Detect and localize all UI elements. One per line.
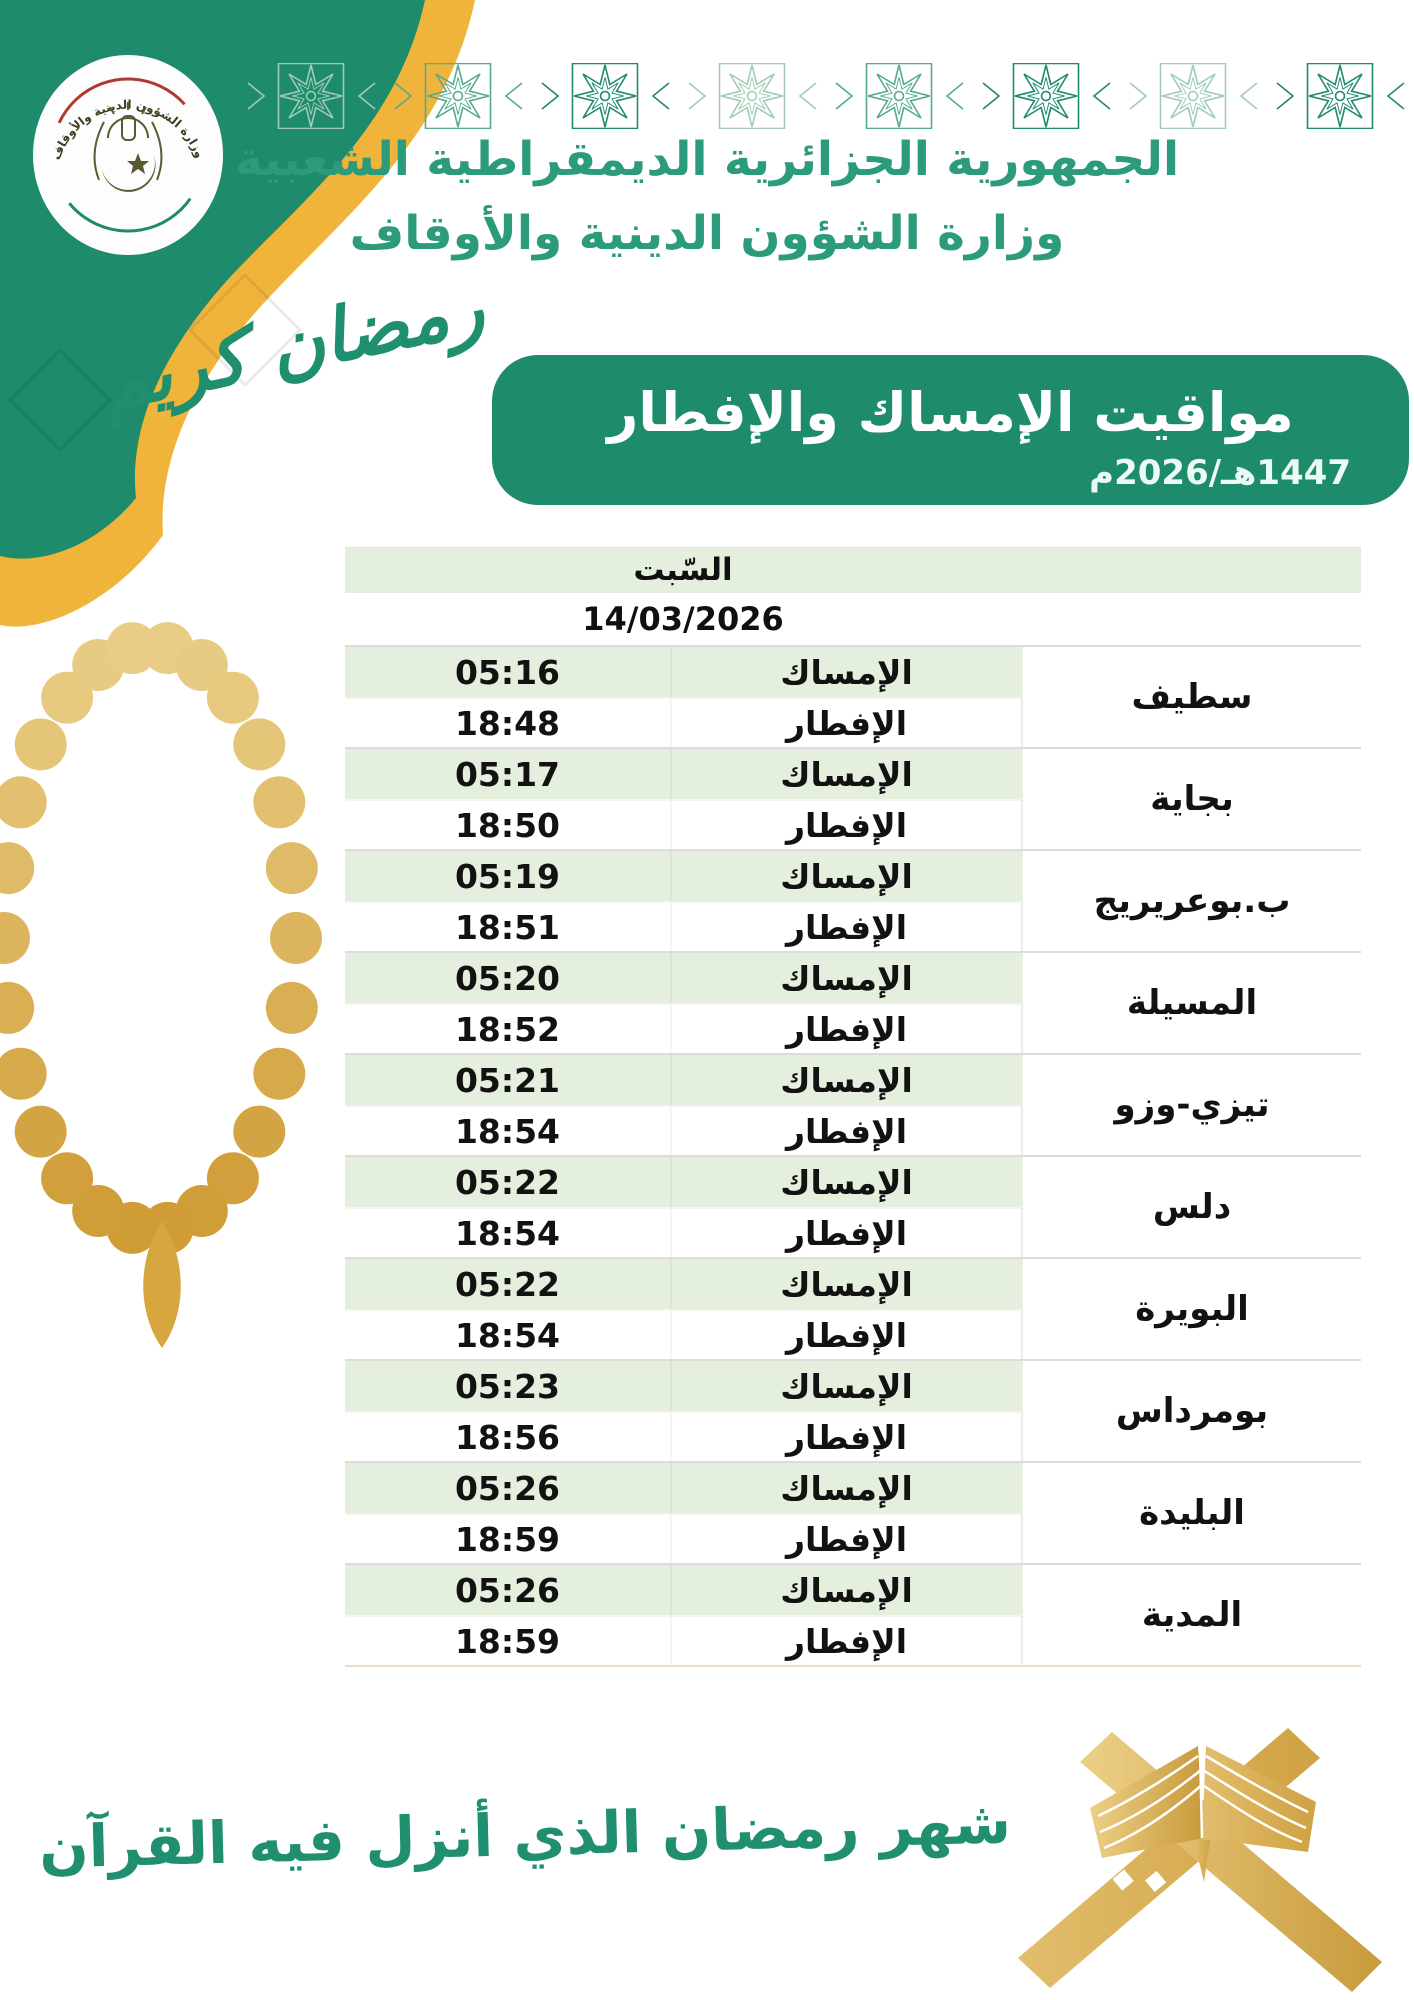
iftar-time: 18:59 bbox=[345, 1513, 672, 1563]
prayer-table bbox=[345, 547, 1361, 1667]
ramadan-kareem-calligraphy: رمضان كريم bbox=[93, 263, 491, 428]
page-title: الجمهورية الجزائرية الديمقراطية الشعبية bbox=[234, 132, 1180, 187]
iftar-label: الإفطار bbox=[672, 901, 1021, 951]
imsak-label: الإمساك bbox=[672, 1259, 1021, 1309]
imsak-time: 05:22 bbox=[345, 1259, 672, 1309]
city-name: تيزي-وزو bbox=[1021, 1055, 1361, 1155]
imsak-label: الإمساك bbox=[672, 749, 1021, 799]
imsak-time: 05:21 bbox=[345, 1055, 672, 1105]
imsak-time: 05:22 bbox=[345, 1157, 672, 1207]
imsak-time: 05:26 bbox=[345, 1463, 672, 1513]
iftar-time: 18:50 bbox=[345, 799, 672, 849]
city-name: سطيف bbox=[1021, 647, 1361, 747]
date-value: 14/03/2026 bbox=[582, 600, 784, 638]
times-banner bbox=[492, 355, 1409, 505]
imsak-time: 05:19 bbox=[345, 851, 672, 901]
imsak-label: الإمساك bbox=[672, 647, 1021, 697]
table-row-bouira bbox=[345, 1257, 1361, 1359]
quran-verse-calligraphy: شهر رمضان الذي أنزل فيه القرآن bbox=[38, 1788, 1012, 1882]
city-name: المسيلة bbox=[1021, 953, 1361, 1053]
imsak-time: 05:17 bbox=[345, 749, 672, 799]
iftar-time: 18:51 bbox=[345, 901, 672, 951]
imsak-time: 05:20 bbox=[345, 953, 672, 1003]
table-row-boumerdes bbox=[345, 1359, 1361, 1461]
imsak-time: 05:16 bbox=[345, 647, 672, 697]
logo-arc-text: وزارة الشؤون الدينية والأوقاف bbox=[48, 97, 207, 162]
geometric-border bbox=[238, 62, 1414, 130]
iftar-label: الإفطار bbox=[672, 799, 1021, 849]
imsak-label: الإمساك bbox=[672, 1055, 1021, 1105]
iftar-label: الإفطار bbox=[672, 1207, 1021, 1257]
date-header bbox=[345, 593, 1361, 645]
imsak-label: الإمساك bbox=[672, 953, 1021, 1003]
city-name: بجاية bbox=[1021, 749, 1361, 849]
imsak-label: الإمساك bbox=[672, 1565, 1021, 1615]
imsak-label: الإمساك bbox=[672, 1157, 1021, 1207]
table-row-medea bbox=[345, 1563, 1361, 1665]
imsak-time: 05:23 bbox=[345, 1361, 672, 1411]
table-row-bejaia bbox=[345, 747, 1361, 849]
table-row-bba bbox=[345, 849, 1361, 951]
iftar-label: الإفطار bbox=[672, 697, 1021, 747]
table-row-blida bbox=[345, 1461, 1361, 1563]
bead-loop bbox=[0, 622, 322, 1254]
table-row-dellys bbox=[345, 1155, 1361, 1257]
day-header bbox=[345, 547, 1361, 593]
iftar-time: 18:52 bbox=[345, 1003, 672, 1053]
iftar-label: الإفطار bbox=[672, 1513, 1021, 1563]
imsak-label: الإمساك bbox=[672, 851, 1021, 901]
ministry-title: وزارة الشؤون الدينية والأوقاف bbox=[349, 206, 1065, 261]
iftar-time: 18:59 bbox=[345, 1615, 672, 1665]
iftar-time: 18:56 bbox=[345, 1411, 672, 1461]
table-row-setif bbox=[345, 645, 1361, 747]
city-name: دلس bbox=[1021, 1157, 1361, 1257]
city-name: البويرة bbox=[1021, 1259, 1361, 1359]
table-row-msila bbox=[345, 951, 1361, 1053]
iftar-time: 18:54 bbox=[345, 1207, 672, 1257]
city-name: البليدة bbox=[1021, 1463, 1361, 1563]
iftar-label: الإفطار bbox=[672, 1105, 1021, 1155]
iftar-label: الإفطار bbox=[672, 1411, 1021, 1461]
day-name: السّبت bbox=[633, 552, 733, 588]
iftar-time: 18:48 bbox=[345, 697, 672, 747]
banner-year: 1447هـ/2026م bbox=[1089, 453, 1351, 493]
prayer-beads-graphic bbox=[0, 518, 328, 1368]
imsak-label: الإمساك bbox=[672, 1463, 1021, 1513]
iftar-time: 18:54 bbox=[345, 1309, 672, 1359]
imsak-label: الإمساك bbox=[672, 1361, 1021, 1411]
banner-title: مواقيت الإمساك والإفطار bbox=[607, 381, 1294, 444]
iftar-label: الإفطار bbox=[672, 1615, 1021, 1665]
quran-book-icon bbox=[990, 1690, 1414, 1998]
city-name: المدية bbox=[1021, 1565, 1361, 1665]
city-name: بومرداس bbox=[1021, 1361, 1361, 1461]
table-row-tiziouzou bbox=[345, 1053, 1361, 1155]
iftar-label: الإفطار bbox=[672, 1309, 1021, 1359]
city-name: ب.بوعريريج bbox=[1021, 851, 1361, 951]
imsak-time: 05:26 bbox=[345, 1565, 672, 1615]
iftar-time: 18:54 bbox=[345, 1105, 672, 1155]
iftar-label: الإفطار bbox=[672, 1003, 1021, 1053]
